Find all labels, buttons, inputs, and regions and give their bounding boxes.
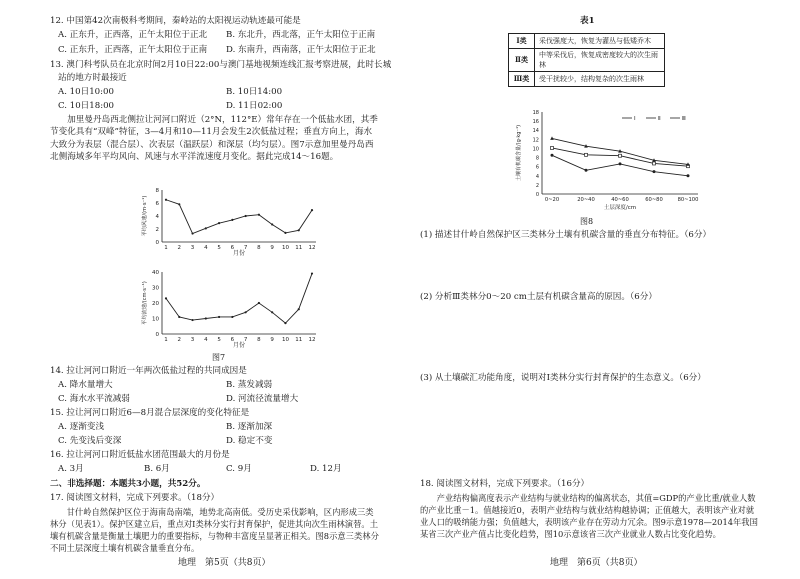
q14-option-a[interactable]: A. 降水量增大 xyxy=(58,380,113,390)
fig8-ytick-label: 18 xyxy=(532,110,539,116)
fig7-top-ytick-label: 0 xyxy=(155,240,159,246)
fig7-bottom-xtick-label: 10 xyxy=(281,337,289,343)
table1-cell-key: Ⅰ类 xyxy=(509,34,535,49)
q14-option-c[interactable]: C. 海水水平流减弱 xyxy=(58,394,130,404)
table1-cell-key: Ⅲ类 xyxy=(509,72,535,87)
q17-part2: (2) 分析Ⅲ类林分0～20 cm土层有机碳含量高的原因。（6分） xyxy=(420,292,657,302)
table1-row xyxy=(509,49,665,72)
fig7-bottom-xtick-label: 12 xyxy=(308,337,316,343)
fig8-series-line-1 xyxy=(552,155,688,176)
fig7-passage: 加里曼丹岛西北侧拉让河河口附近（2°N，112°E）常年存在一个低盐水团，其季节变化具有“双峰”特征，3—4月和10—11月会发生2次低盐过程；垂直方向上，海水大致分为表层（混合层）、次表层（温跃层）和深层（均匀层）。图7示意加里曼丹岛西北侧海域多年平均风向、风速与水平洋流速度月变化。据此完成14～16题。 xyxy=(50,115,378,163)
q13-stem-line1: 13. 澳门科考队员在北京时间2月10日22:00与澳门基地视频连线汇报考察进展，此时长城 xyxy=(50,60,392,70)
fig7-top-panel xyxy=(140,188,316,257)
fig8-legend-label: Ⅲ xyxy=(682,116,686,122)
fig7-top-data-point xyxy=(191,232,193,234)
fig7-top-data-point xyxy=(311,209,313,211)
fig7-top-xtick-label: 1 xyxy=(164,245,168,251)
q15-stem: 15. 拉让河河口附近6—8月混合层深度的变化特征是 xyxy=(50,408,250,418)
fig7-top-xtick-label: 9 xyxy=(270,245,274,251)
fig8-data-point xyxy=(653,170,656,173)
fig7-top-xtick-label: 3 xyxy=(190,245,195,251)
fig8-data-point xyxy=(551,146,554,149)
fig8-legend-label: Ⅰ xyxy=(634,116,636,122)
fig8-data-point xyxy=(585,153,588,156)
fig7-top-ytick-label: 2 xyxy=(155,227,159,233)
fig7-top-xtick-label: 5 xyxy=(217,245,221,251)
fig7-bottom-data-point xyxy=(165,297,167,299)
fig7-bottom-xtick-label: 4 xyxy=(204,337,208,343)
q15-option-c[interactable]: C. 先变浅后变深 xyxy=(58,436,122,446)
q12-option-b[interactable]: B. 东北升，西北落，正午太阳位于正南 xyxy=(226,30,376,40)
q15-option-b[interactable]: B. 逐渐加深 xyxy=(226,422,273,432)
fig7-bottom-panel xyxy=(140,270,316,349)
fig7-bottom-data-point xyxy=(271,311,273,313)
fig7-top-data-point xyxy=(245,215,247,217)
fig7-bottom-data-point xyxy=(231,316,233,318)
fig7-bottom-ytick-label: 40 xyxy=(152,270,159,276)
fig8-ytick-label: 2 xyxy=(535,182,539,189)
table1-row xyxy=(509,72,665,87)
q17-stem: 17. 阅读图文材料，完成下列要求。（18分） xyxy=(50,493,220,503)
fig8-xtick-label: 40~60 xyxy=(611,197,629,203)
fig7-bottom-data-point xyxy=(218,316,220,318)
fig7-top-xtick-label: 2 xyxy=(177,245,182,251)
q14-stem: 14. 拉让河河口附近一年两次低盐过程的共同成因是 xyxy=(50,366,247,376)
fig8-plot xyxy=(515,110,698,211)
q12-option-d[interactable]: D. 东南升，西南落，正午太阳位于正北 xyxy=(226,45,376,55)
fig8-ytick-label: 12 xyxy=(532,137,539,144)
fig7-top-xtick-label: 7 xyxy=(243,245,248,251)
q16-option-b[interactable]: B. 6月 xyxy=(144,464,170,474)
table1-cell-key: Ⅱ类 xyxy=(509,49,535,72)
fig8-ytick-label: 8 xyxy=(535,155,539,162)
fig7-bottom-ytick-label: 10 xyxy=(152,316,159,323)
fig8-data-point xyxy=(653,162,656,165)
q13-stem-line2: 站的地方时最接近 xyxy=(58,73,127,83)
fig8-legend-label: Ⅱ xyxy=(658,116,661,122)
table1 xyxy=(508,33,665,87)
fig7-bottom-series-line xyxy=(166,274,312,324)
fig8-ytick-label: 10 xyxy=(532,146,539,153)
fig7-top-xtick-label: 4 xyxy=(204,245,208,251)
fig7-bottom-xtick-label: 1 xyxy=(164,337,168,343)
table1-title: 表1 xyxy=(580,16,595,26)
fig8-xtick-label: 60~80 xyxy=(645,197,663,203)
fig7-bottom-data-point xyxy=(178,316,180,318)
fig7-bottom-data-point xyxy=(311,272,313,274)
fig7-caption: 图7 xyxy=(212,353,226,362)
fig8-data-point xyxy=(619,154,622,157)
fig7-bottom-xlabel: 月份 xyxy=(232,342,246,349)
table1-cell-value: 受干扰较少，结构复杂的次生雨林 xyxy=(535,72,665,87)
table1-row xyxy=(509,34,665,49)
fig8-xtick-label: 80~100 xyxy=(677,197,699,203)
q13-option-d[interactable]: D. 11日02:00 xyxy=(226,101,283,111)
fig7-bottom-xtick-label: 2 xyxy=(177,337,182,343)
q16-option-d[interactable]: D. 12月 xyxy=(310,464,342,474)
fig7-bottom-ytick-label: 20 xyxy=(152,301,159,307)
fig7-bottom-data-point xyxy=(298,308,300,310)
fig7-bottom-xtick-label: 11 xyxy=(295,337,303,343)
fig7-top-xtick-label: 12 xyxy=(308,245,316,251)
fig8-data-point xyxy=(687,174,690,177)
fig8-data-point xyxy=(550,136,554,139)
fig7-top-xtick-label: 6 xyxy=(230,245,235,251)
fig7-top-ylabel: 平均风速/(m·s⁻¹) xyxy=(142,195,148,237)
fig7-top-ytick-label: 6 xyxy=(155,201,159,207)
fig8-ytick-label: 4 xyxy=(535,173,539,180)
fig8-ytick-label: 0 xyxy=(535,192,539,198)
fig8-chart xyxy=(512,108,706,216)
q15-option-a[interactable]: A. 逐渐变浅 xyxy=(58,422,105,432)
fig7-top-ytick-label: 4 xyxy=(155,214,159,220)
fig7-top-data-point xyxy=(205,227,207,229)
right-page-footer: 地理 第6页（共8页） xyxy=(550,558,643,568)
table1-cell-value: 中等采伐后，恢复成密度较大的次生雨林 xyxy=(535,49,665,72)
q17-passage: 甘什岭自然保护区位于海南岛南端，地势北高南低。受历史采伐影响，区内形成三类林分（见表1）。保护区建立后，重点对Ⅰ类林分实行封育保护，促进其向次生雨林演替。土壤有机碳含量是衡量土壤肥力的重要指标，与物种丰富度呈显著正相关。图8示意三类林分不同土层深度土壤有机碳含量垂直分布。 xyxy=(50,507,379,554)
fig8-ytick-label: 16 xyxy=(532,119,539,126)
q16-stem: 16. 拉让河河口附近低盐水团范围最大的月份是 xyxy=(50,450,230,460)
fig8-data-point xyxy=(619,162,622,165)
q13-option-b[interactable]: B. 10日14:00 xyxy=(226,87,283,97)
q15-option-d[interactable]: D. 稳定不变 xyxy=(226,436,273,446)
table1-cell-value: 采伐强度大，恢复为灌丛与低矮乔木 xyxy=(535,34,665,49)
fig7-top-data-point xyxy=(231,219,233,221)
left-page-footer: 地理 第5页（共8页） xyxy=(178,558,271,568)
q12-option-a[interactable]: A. 正东升，正西落，正午太阳位于正北 xyxy=(58,30,208,40)
fig7-top-xtick-label: 8 xyxy=(257,245,261,251)
q14-option-b[interactable]: B. 蒸发减弱 xyxy=(226,380,273,390)
fig8-caption: 图8 xyxy=(580,217,594,226)
fig7-top-data-point xyxy=(178,203,180,205)
q17-part3: (3) 从土壤碳汇功能角度，说明对Ⅰ类林分实行封育保护的生态意义。（6分） xyxy=(420,373,706,383)
fig7-top-data-point xyxy=(218,222,220,224)
fig7-bottom-xtick-label: 6 xyxy=(230,337,235,343)
q13-option-a[interactable]: A. 10日10:00 xyxy=(58,87,114,97)
fig7-top-series-line xyxy=(166,200,312,234)
q16-option-a[interactable]: A. 3月 xyxy=(58,464,84,474)
fig8-xtick-label: 20~40 xyxy=(577,197,595,203)
section-2-heading: 二、非选择题：本题共3小题，共52分。 xyxy=(50,479,206,489)
fig8-ylabel: 土壤有机碳含量/(g·kg⁻¹) xyxy=(516,124,522,182)
fig7-bottom-ylabel: 平均流速/(cm·s⁻¹) xyxy=(142,281,148,325)
fig7-bottom-data-point xyxy=(191,319,193,321)
fig8-xlabel: 土层深度/cm xyxy=(603,205,637,211)
q14-option-d[interactable]: D. 河流径流量增大 xyxy=(226,394,299,404)
fig7-bottom-data-point xyxy=(245,311,247,313)
fig7-bottom-xtick-label: 8 xyxy=(257,337,261,343)
fig7-top-data-point xyxy=(258,214,260,216)
fig7-top-data-point xyxy=(271,223,273,225)
fig7-top-xtick-label: 10 xyxy=(281,245,289,251)
fig7-bottom-xtick-label: 9 xyxy=(270,337,274,343)
fig8-xtick-label: 0~20 xyxy=(544,197,560,203)
fig7-bottom-xtick-label: 5 xyxy=(217,337,221,343)
fig7-bottom-xtick-label: 3 xyxy=(190,337,195,343)
q17-part1: (1) 描述甘什岭自然保护区三类林分土壤有机碳含量的垂直分布特征。（6分） xyxy=(420,230,712,240)
fig7-bottom-ytick-label: 30 xyxy=(152,285,159,292)
q18-passage: 产业结构偏离度表示产业结构与就业结构的偏离状态，其值=GDP的产业比重/就业人数的产业比重－1。值越接近0，表明产业结构与就业结构越协调；正值越大，表明该产业对就业人口的吸纳能力强；负值越大，表明该产业存在劳动力冗余。图9示意1978—2014年我国某省三次产业产值占比变化趋势，图10示意该省三次产业就业人数占比变化趋势。 xyxy=(420,493,758,540)
q12-stem: 12. 中国第42次南极科考期间，秦岭站的太阳视运动轨迹最可能是 xyxy=(50,16,301,26)
fig7-bottom-xtick-label: 7 xyxy=(243,337,248,343)
q18-stem: 18. 阅读图文材料，完成下列要求。（16分） xyxy=(420,479,590,489)
q16-option-c[interactable]: C. 9月 xyxy=(226,464,252,474)
fig7-top-data-point xyxy=(284,232,286,234)
fig7-bottom-data-point xyxy=(205,317,207,319)
fig8-ytick-label: 6 xyxy=(535,164,539,171)
fig7-top-xlabel: 月份 xyxy=(232,250,246,257)
fig7-top-ytick-label: 8 xyxy=(155,188,159,194)
fig8-ytick-label: 14 xyxy=(532,128,539,135)
fig7-top-data-point xyxy=(165,199,167,201)
q12-option-c[interactable]: C. 正东升，正西落，正午太阳位于正南 xyxy=(58,45,208,55)
fig7-top-xtick-label: 11 xyxy=(295,245,303,251)
fig7-top-data-point xyxy=(298,229,300,231)
fig8-data-point xyxy=(585,169,588,172)
fig8-data-point xyxy=(551,154,554,157)
fig7-bottom-ytick-label: 0 xyxy=(155,332,159,338)
fig7-bottom-data-point xyxy=(258,302,260,304)
fig7-bottom-data-point xyxy=(284,322,286,324)
fig7-chart xyxy=(140,186,320,350)
q13-option-c[interactable]: C. 10日18:00 xyxy=(58,101,115,111)
